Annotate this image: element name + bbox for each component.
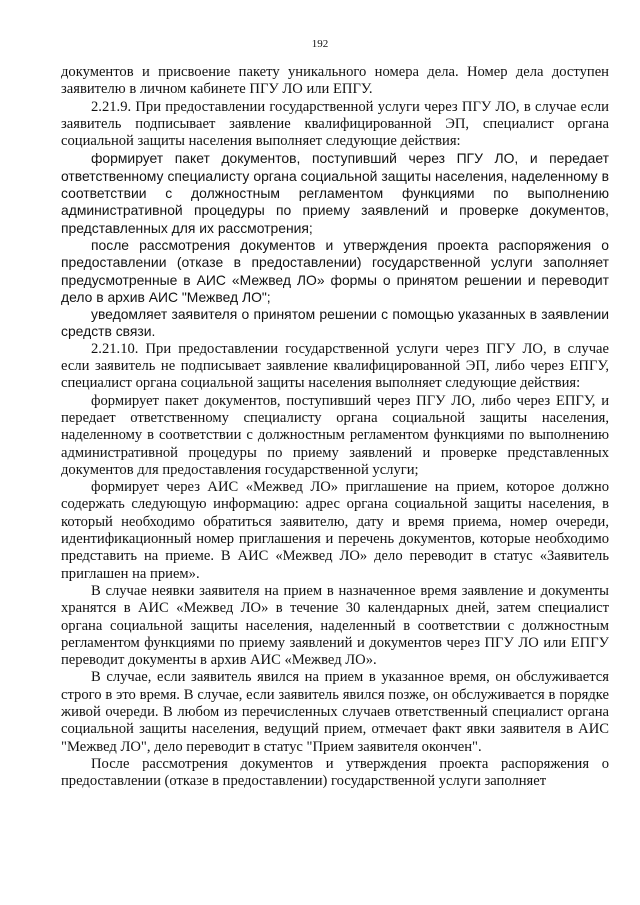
paragraph-2-21-9-item-2: после рассмотрения документов и утверждения проекта распоряжения о предоставлении (отказе в предоставлении) государственной услуги заполняет предусмотренные в АИС «Межвед ЛО» формы о принятом решении и переводит дело в архив АИС "Межвед ЛО"; bbox=[61, 236, 609, 305]
paragraph-no-show: В случае неявки заявителя на прием в назначенное время заявление и документы хранятся в АИС «Межвед ЛО» в течение 30 календарных дней, затем специалист органа социальной защиты населения, наделенный в соответствии с должностным регламентом функциями по приему заявлений и документов через ПГУ ЛО или ЕПГУ переводит документы в архив АИС «Межвед ЛО». bbox=[61, 582, 609, 669]
paragraph-2-21-10: 2.21.10. При предоставлении государственной услуги через ПГУ ЛО, в случае если заявитель не подписывает заявление квалифицированной ЭП, либо через ЕПГУ, специалист органа социальной защиты населения выполняет следующие действия: bbox=[61, 340, 609, 392]
paragraph-2-21-10-item-1: формирует пакет документов, поступивший через ПГУ ЛО, либо через ЕПГУ, и передает ответственному специалисту органа социальной защиты населения, наделенному в соответствии с должностным регламентом функциями по выполнению административной процедуры по приему заявлений и проверке представленных документов для предоставления государственной услуги; bbox=[61, 392, 609, 478]
paragraph-2-21-9: 2.21.9. При предоставлении государственной услуги через ПГУ ЛО, в случае если заявитель подписывает заявление квалифицированной ЭП, специалист органа социальной защиты населения выполняет следующие действия: bbox=[61, 98, 609, 150]
paragraph-2-21-9-item-1: формирует пакет документов, поступивший через ПГУ ЛО, и передает ответственному специалисту органа социальной защиты населения, наделенному в соответствии с должностным регламентом функциями по выполнению административной процедуры по приему заявлений и проверке документов, представленных для их рассмотрения; bbox=[61, 150, 609, 236]
paragraph-after-review: После рассмотрения документов и утверждения проекта распоряжения о предоставлении (отказе в предоставлении) государственной услуги заполняет bbox=[61, 755, 609, 790]
document-body bbox=[61, 64, 609, 790]
paragraph-2-21-9-item-3: уведомляет заявителя о принятом решении с помощью указанных в заявлении средств связи. bbox=[61, 306, 609, 340]
paragraph-1: документов и присвоение пакету уникального номера дела. Номер дела доступен заявителю в личном кабинете ПГУ ЛО или ЕПГУ. bbox=[61, 64, 609, 98]
paragraph-2-21-10-item-2: формирует через АИС «Межвед ЛО» приглашение на прием, которое должно содержать следующую информацию: адрес органа социальной защиты населения, в который необходимо обратиться заявителю, дату и время приема, номер очереди, идентификационный номер приглашения и перечень документов, которые необходимо представить на приеме. В АИС «Межвед ЛО» дело переводит в статус «Заявитель приглашен на прием». bbox=[61, 479, 609, 582]
page-number: 192 bbox=[311, 38, 329, 50]
paragraph-on-time: В случае, если заявитель явился на прием в указанное время, он обслуживается строго в это время. В случае, если заявитель явился позже, он обслуживается в порядке живой очереди. В любом из перечисленных случаев ответственный специалист органа социальной защиты населения, ведущий прием, отмечает факт явки заявителя в АИС "Межвед ЛО", дело переводит в статус "Прием заявителя окончен". bbox=[61, 669, 609, 755]
